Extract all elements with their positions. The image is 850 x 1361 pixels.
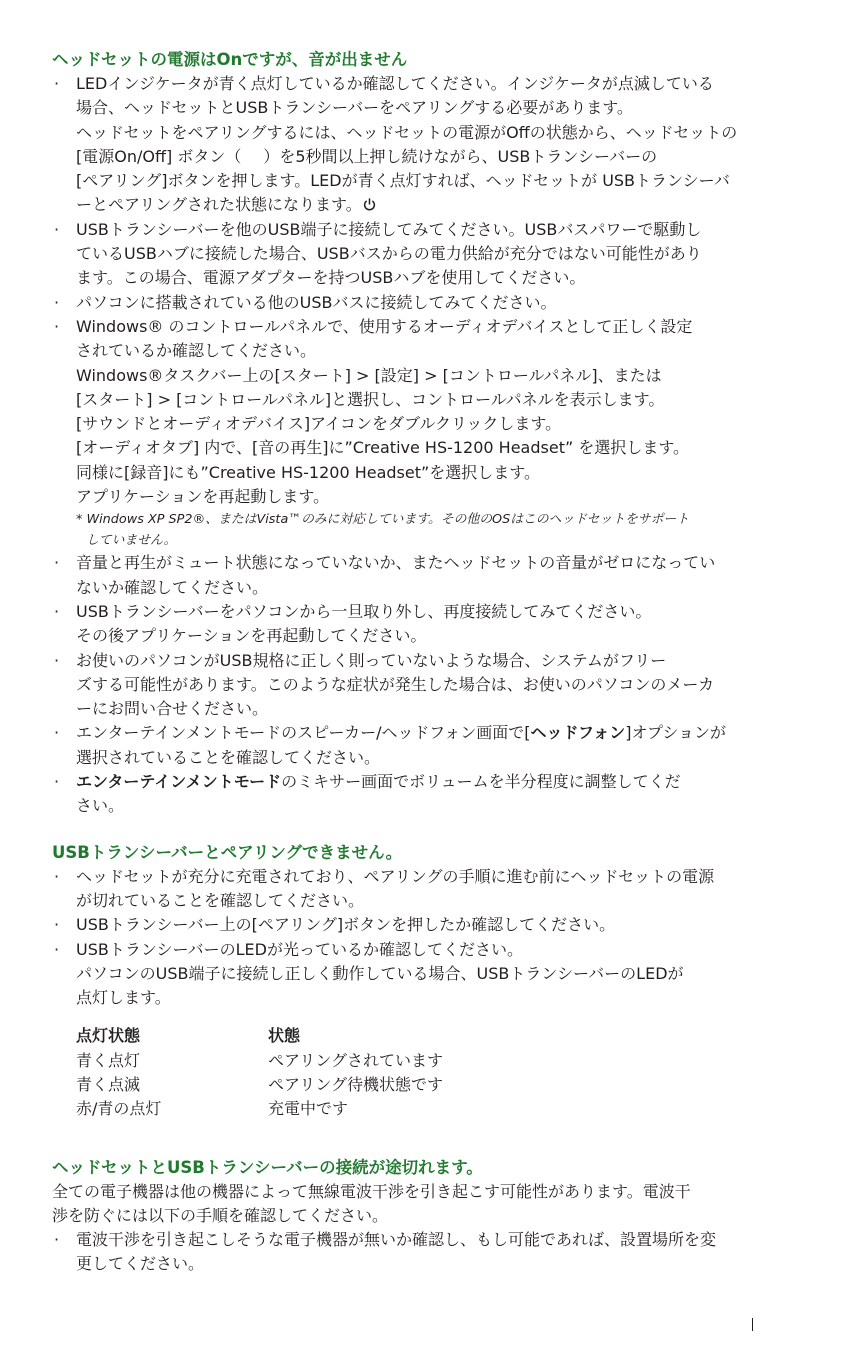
table-row: 青く点滅 ペアリング待機状態です xyxy=(76,1074,444,1094)
section-heading-no-sound: ヘッドセットの電源はOnですが、音が出ません xyxy=(52,50,408,69)
list-item: · Windows® のコントロールパネルで、使用するオーディオデバイスとして正しく設定 されているか確認してください。 Windows®タスクバー上の[スタート] > [設定] > [コントロールパネル]、または [スタート] > [コントロールパネル]と選択し、コントロールパネルを表示します。 [サウンドとオーディオデバイス]アイコンをダブルクリックします。 [オーディオタブ] 内で、[音の再生]に”Creative HS-1200 Headset” を選択します。 同様に[録音]にも”Creative HS-1200 Headset”を選択します。 アプリケーションを再起動します。 * Windows XP SP2®、またはVista™のみに対応しています。その他のOSはこのヘッドセットをサポート していません。 xyxy=(52,315,812,551)
interference-paragraph: 全ての電子機器は他の機器によって無線電波干渉を引き起こす可能性があります。電波干 渉を防ぐには以下の手順を確認してください。 xyxy=(52,1181,691,1225)
document-page xyxy=(52,48,812,1277)
list-item: · USBトランシーバーのLEDが光っているか確認してください。 パソコンのUSB端子に接続し正しく動作している場合、USBトランシーバーのLEDが 点灯します。 xyxy=(52,938,812,1011)
list-item: · エンターテインメントモードのスピーカー/ヘッドフォン画面で[ヘッドフォン]オプションが 選択されていることを確認してください。 xyxy=(52,721,812,770)
section-heading-disconnect: ヘッドセットとUSBトランシーバーの接続が途切れます。 xyxy=(52,1157,483,1177)
list-item: · 電波干渉を引き起こしそうな電子機器が無いか確認し、もし可能であれば、設置場所を変 更してください。 xyxy=(52,1228,812,1277)
section-heading-pairing: USBトランシーバーとペアリングできません。 xyxy=(52,842,403,862)
power-icon xyxy=(362,197,377,212)
table-header-row xyxy=(76,1024,443,1048)
page-number-mark xyxy=(752,1318,753,1331)
os-support-note: * Windows XP SP2®、またはVista™のみに対応しています。その他のOSはこのヘッドセットをサポート していません。 xyxy=(76,512,689,549)
column-header-status: 状態 xyxy=(268,1026,301,1046)
list-item: · パソコンに搭載されている他のUSBバスに接続してみてください。 xyxy=(52,291,812,315)
table-row: 赤/青の点灯 充電中です xyxy=(76,1099,349,1119)
list-item: · USBトランシーバーを他のUSB端子に接続してみてください。USBバスパワーで駆動し ているUSBハブに接続した場合、USBバスからの電力供給が充分ではない可能性があり ます。この場合、電源アダプターを持つUSBハブを使用してください。 xyxy=(52,218,812,291)
led-status-table xyxy=(76,1024,443,1121)
list-item: · USBトランシーバーをパソコンから一旦取り外し、再度接続してみてください。 その後アプリケーションを再起動してください。 xyxy=(52,600,812,649)
pairing-list xyxy=(52,865,812,1011)
disconnect-list xyxy=(52,1228,812,1277)
list-item: · エンターテインメントモードのミキサー画面でボリュームを半分程度に調整してくだ さい。 xyxy=(52,770,812,819)
no-sound-list xyxy=(52,72,812,819)
list-item: · ヘッドセットが充分に充電されており、ペアリングの手順に進む前にヘッドセットの電源 が切れていることを確認してください。 xyxy=(52,865,812,914)
column-header-led: 点灯状態 xyxy=(76,1026,141,1046)
list-item: · USBトランシーバー上の[ペアリング]ボタンを押したか確認してください。 xyxy=(52,913,812,937)
table-row: 青く点灯 ペアリングされています xyxy=(76,1050,444,1070)
list-item: · 音量と再生がミュート状態になっていないか、またヘッドセットの音量がゼロになってい ないか確認してください。 xyxy=(52,551,812,600)
list-item: · お使いのパソコンがUSB規格に正しく則っていないような場合、システムがフリー ズする可能性があります。このような症状が発生した場合は、お使いのパソコンのメーカ ーにお問い合せください。 xyxy=(52,649,812,722)
list-item: · LEDインジケータが青く点灯しているか確認してください。インジケータが点滅している 場合、ヘッドセットとUSBトランシーバーをペアリングする必要があります。 ヘッドセットをペアリングするには、ヘッドセットの電源がOffの状態から、ヘッドセットの [電源On/Off] ボタン（ ）を5秒間以上押し続けながら、USBトランシーバーの [ペアリング]ボタンを押します。LEDが青く点灯すれば、ヘッドセットが USBトランシーバ ーとペアリングされた状態になります。 xyxy=(52,72,812,218)
